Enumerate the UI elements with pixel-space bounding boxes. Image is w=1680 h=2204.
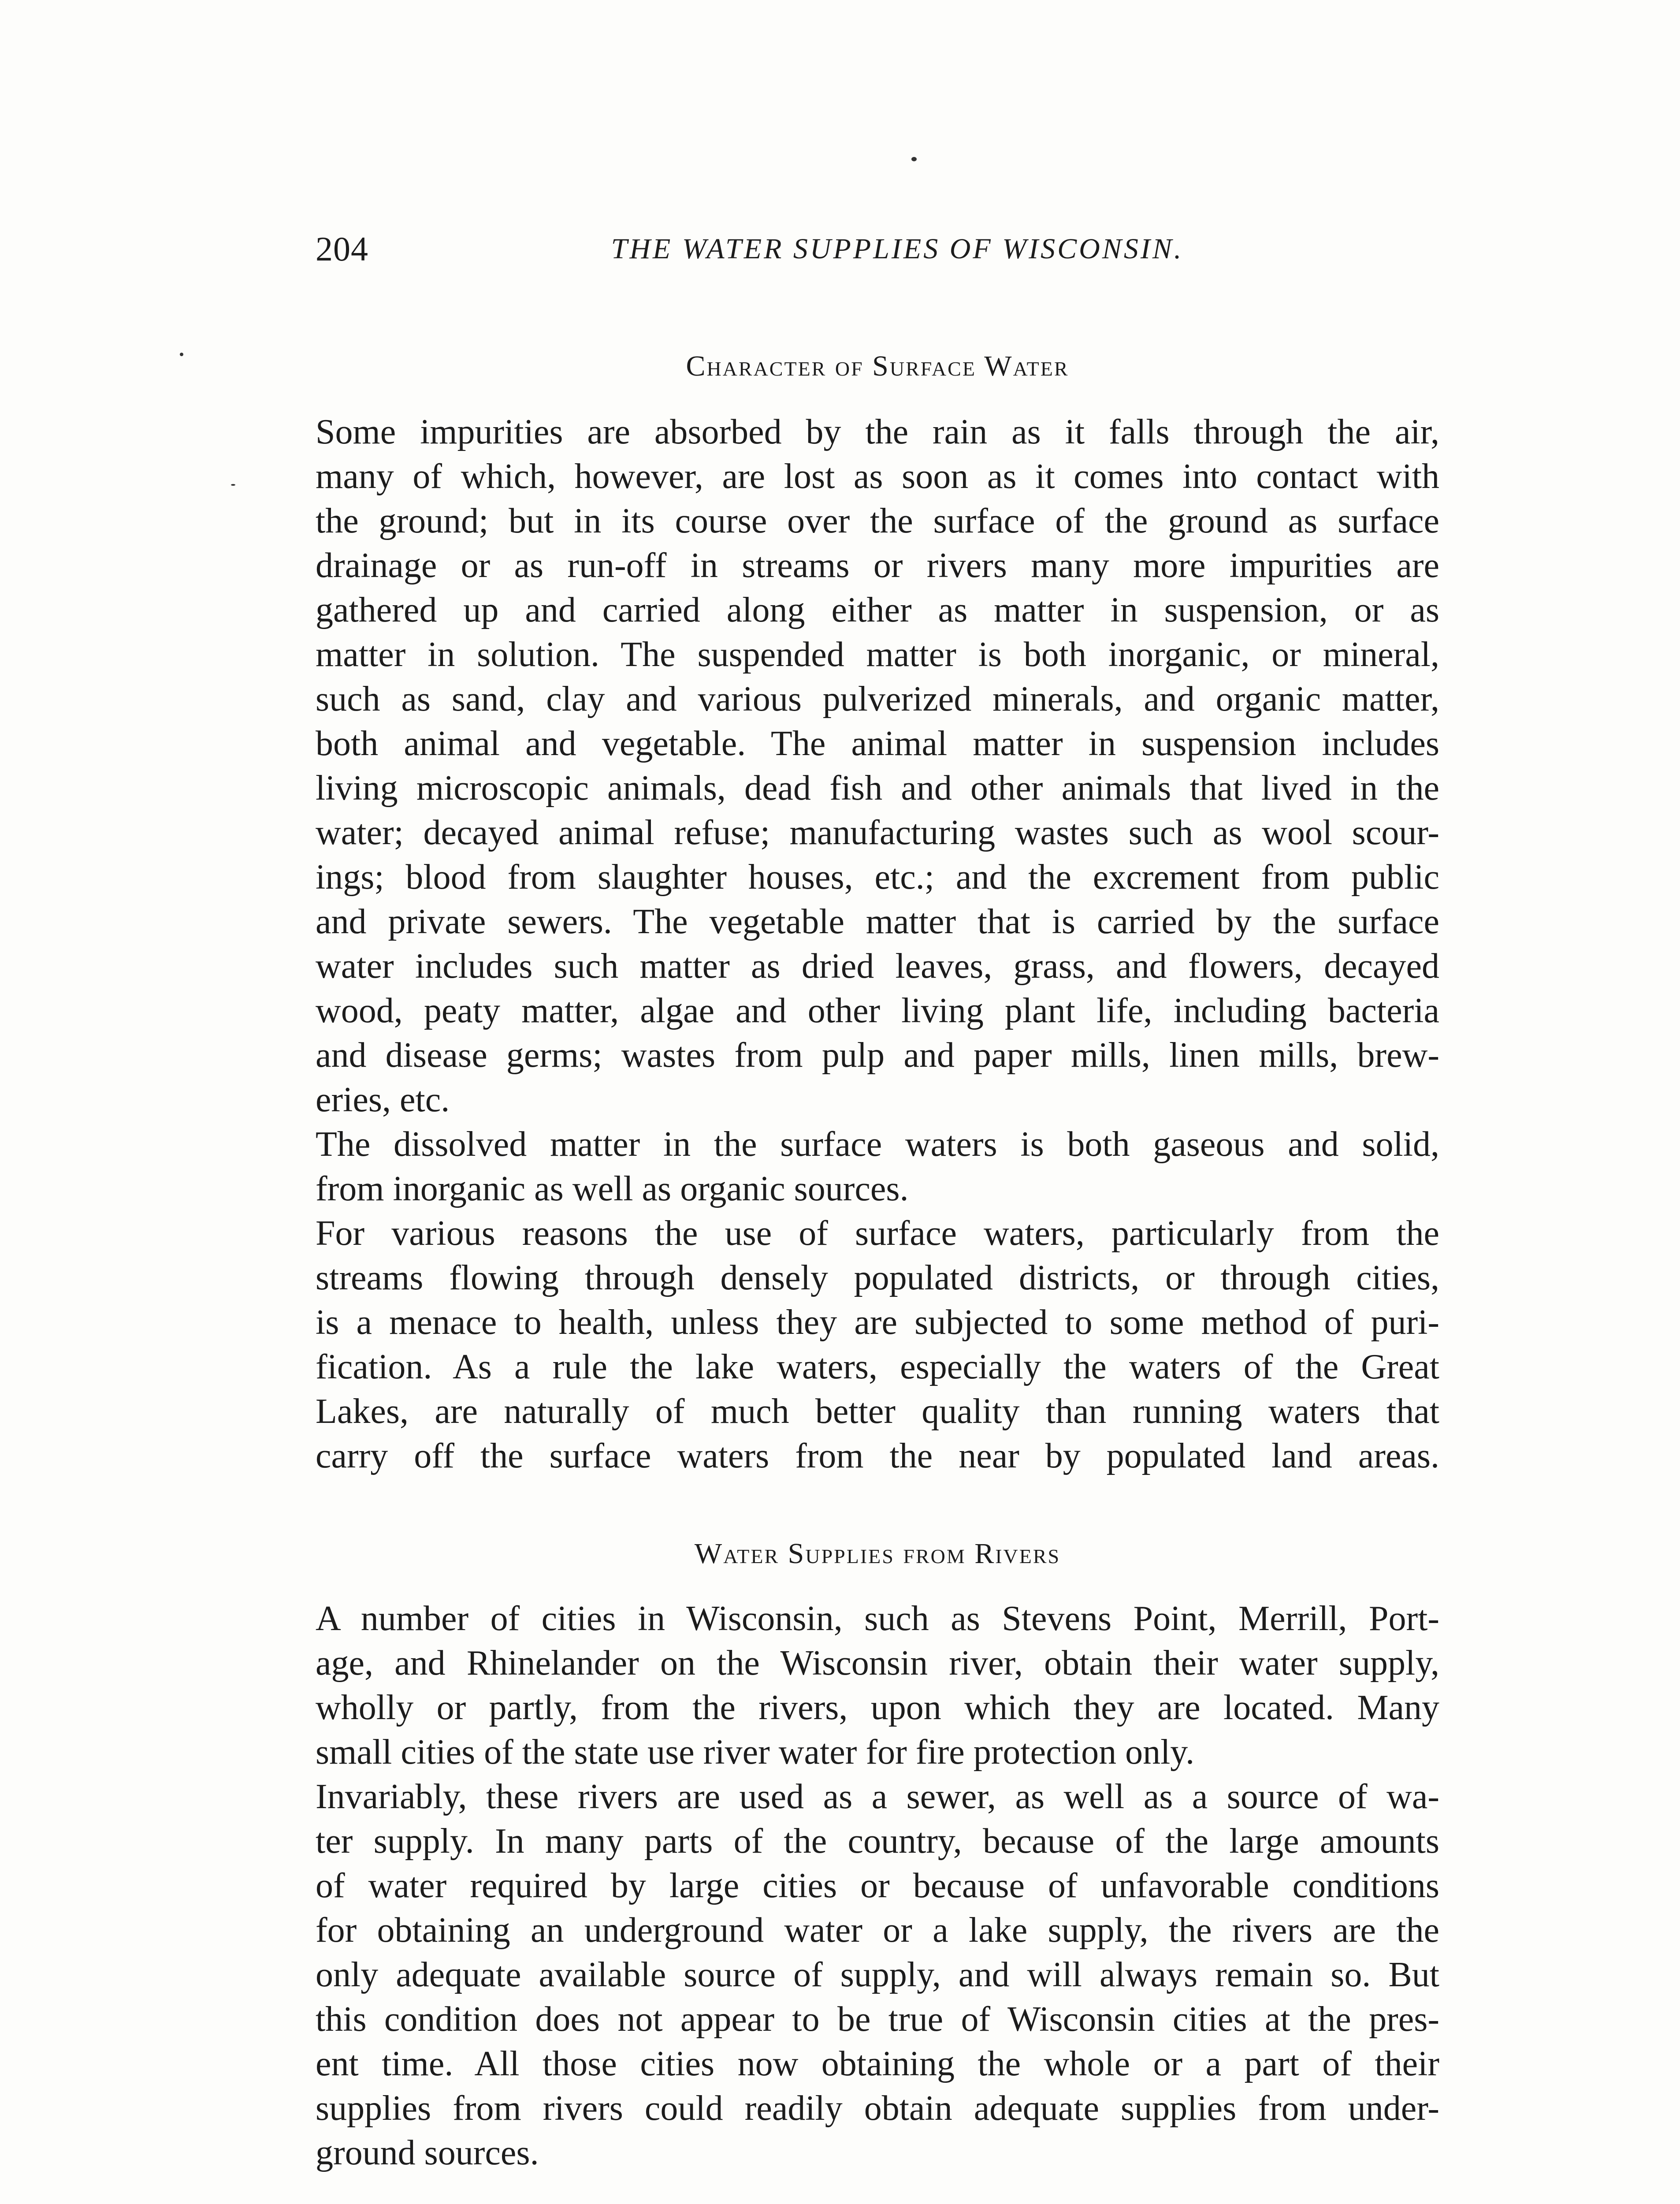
paragraph-rivers-as-sewers — [316, 1775, 1439, 2175]
text-line: many of which, however, are lost as soon as it comes into contact with — [316, 457, 1439, 496]
text-line: age, and Rhinelander on the Wisconsin river, obtain their water supply, — [316, 1644, 1439, 1683]
text-line: A number of cities in Wisconsin, such as Stevens Point, Merrill, Port- — [316, 1599, 1439, 1638]
text-line: supplies from rivers could readily obtain adequate supplies from under- — [316, 2089, 1439, 2128]
running-head — [316, 225, 1453, 273]
text-line: The dissolved matter in the surface waters is both gaseous and solid, — [316, 1125, 1439, 1164]
text-line: carry off the surface waters from the near by populated land areas. — [316, 1437, 1439, 1475]
scan-speck — [180, 353, 183, 356]
running-title: THE WATER SUPPLIES OF WISCONSIN. — [611, 233, 1184, 265]
paragraph-impurities — [316, 410, 1439, 1122]
scan-speck — [911, 157, 917, 161]
text-line: ter supply. In many parts of the country, because of the large amounts — [316, 1822, 1439, 1861]
text-line: Invariably, these rivers are used as a sewer, as well as a source of wa- — [316, 1777, 1439, 1816]
text-line: only adequate available source of supply, and will always remain so. But — [316, 1955, 1439, 1994]
text-line: wood, peaty matter, algae and other living plant life, including bacteria — [316, 991, 1439, 1030]
text-line: ground sources. — [316, 2133, 539, 2172]
text-line: eries, etc. — [316, 1080, 450, 1119]
text-line: Some impurities are absorbed by the rain as it falls through the air, — [316, 413, 1439, 451]
page-number: 204 — [316, 230, 368, 268]
text-line: both animal and vegetable. The animal matter in suspension includes — [316, 724, 1439, 763]
text-line: streams flowing through densely populated districts, or through cities, — [316, 1258, 1439, 1297]
text-line: fication. As a rule the lake waters, especially the waters of the Great — [316, 1348, 1439, 1386]
section-heading-rivers: Water Supplies from Rivers — [694, 1538, 1061, 1570]
text-line: water includes such matter as dried leaves, grass, and flowers, decayed — [316, 947, 1439, 986]
paragraph-river-cities — [316, 1597, 1439, 1775]
text-line: small cities of the state use river water for fire protection only. — [316, 1733, 1195, 1772]
text-line: such as sand, clay and various pulverized minerals, and organic matter, — [316, 680, 1439, 719]
text-line: of water required by large cities or because of unfavorable conditions — [316, 1866, 1439, 1905]
text-line: gathered up and carried along either as matter in suspension, or as — [316, 591, 1439, 629]
text-line: and disease germs; wastes from pulp and paper mills, linen mills, brew- — [316, 1036, 1439, 1075]
paragraph-surface-water-menace — [316, 1211, 1439, 1478]
text-line: matter in solution. The suspended matter is both inorganic, or mineral, — [316, 635, 1439, 674]
text-line: ings; blood from slaughter houses, etc.; and the excrement from public — [316, 858, 1439, 897]
scan-speck — [231, 484, 235, 486]
text-line: this condition does not appear to be true of Wisconsin cities at the pres- — [316, 2000, 1439, 2039]
text-line: for obtaining an underground water or a lake supply, the rivers are the — [316, 1911, 1439, 1950]
text-line: the ground; but in its course over the surface of the ground as surface — [316, 502, 1439, 540]
text-line: water; decayed animal refuse; manufacturing wastes such as wool scour- — [316, 813, 1439, 852]
text-line: Lakes, are naturally of much better quality than running waters that — [316, 1392, 1439, 1431]
section-heading-surface-water: Character of Surface Water — [686, 350, 1069, 382]
text-line: living microscopic animals, dead fish and other animals that lived in the — [316, 769, 1439, 808]
text-line: wholly or partly, from the rivers, upon which they are located. Many — [316, 1688, 1439, 1727]
text-line: For various reasons the use of surface waters, particularly from the — [316, 1214, 1439, 1253]
text-line: is a menace to health, unless they are subjected to some method of puri- — [316, 1303, 1439, 1342]
text-line: from inorganic as well as organic sources. — [316, 1169, 909, 1208]
text-line: drainage or as run-off in streams or rivers many more impurities are — [316, 546, 1439, 585]
text-line: and private sewers. The vegetable matter that is carried by the surface — [316, 902, 1439, 941]
paragraph-dissolved-matter — [316, 1122, 1439, 1211]
text-line: ent time. All those cities now obtaining the whole or a part of their — [316, 2044, 1439, 2083]
